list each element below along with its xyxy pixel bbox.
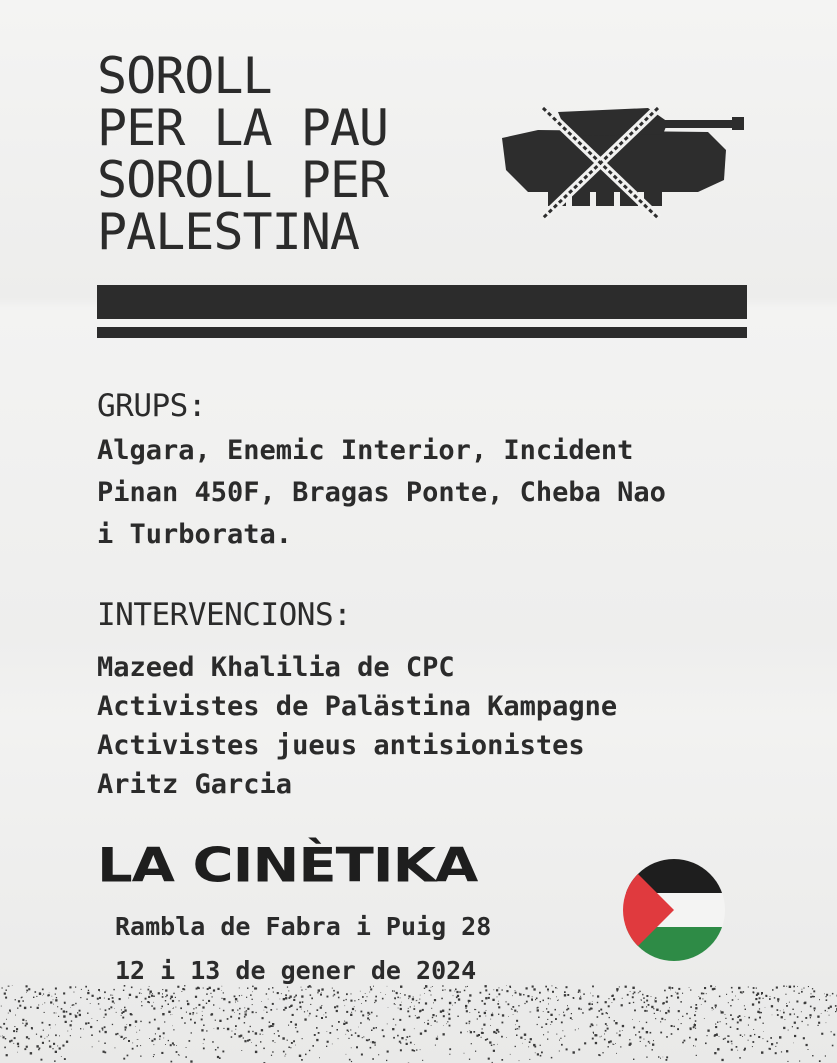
groups-line: Pinan 450F, Bragas Ponte, Cheba Nao [97,477,666,508]
intervention-item: Mazeed Khalilia de CPC [97,652,455,683]
title-line-4: PALESTINA [97,203,359,261]
title-line-1: SOROLL [97,47,272,105]
palestine-flag-circle-icon [622,858,726,962]
speckle-texture [0,985,837,1063]
interventions-heading: INTERVENCIONS: [97,597,352,633]
title-line-3: SOROLL PER [97,151,389,209]
groups-line: Algara, Enemic Interior, Incident [97,435,634,466]
intervention-item: Aritz Garcia [97,769,293,800]
venue-address: Rambla de Fabra i Puig 28 [115,912,492,941]
poster-title [97,47,389,261]
title-line-2: PER LA PAU [97,99,389,157]
groups-line: i Turborata. [97,519,293,550]
venue-name: LA CINÈTIKA [97,838,478,894]
groups-heading: GRUPS: [97,388,206,424]
event-dates: 12 i 13 de gener de 2024 [115,956,477,985]
divider-thick [97,285,747,319]
intervention-item: Activistes jueus antisionistes [97,730,585,761]
divider-thin [97,327,747,338]
interventions-list [97,648,617,804]
groups-list [97,430,757,556]
crossed-out-tank-icon [498,100,748,225]
intervention-item: Activistes de Palästina Kampagne [97,691,618,722]
